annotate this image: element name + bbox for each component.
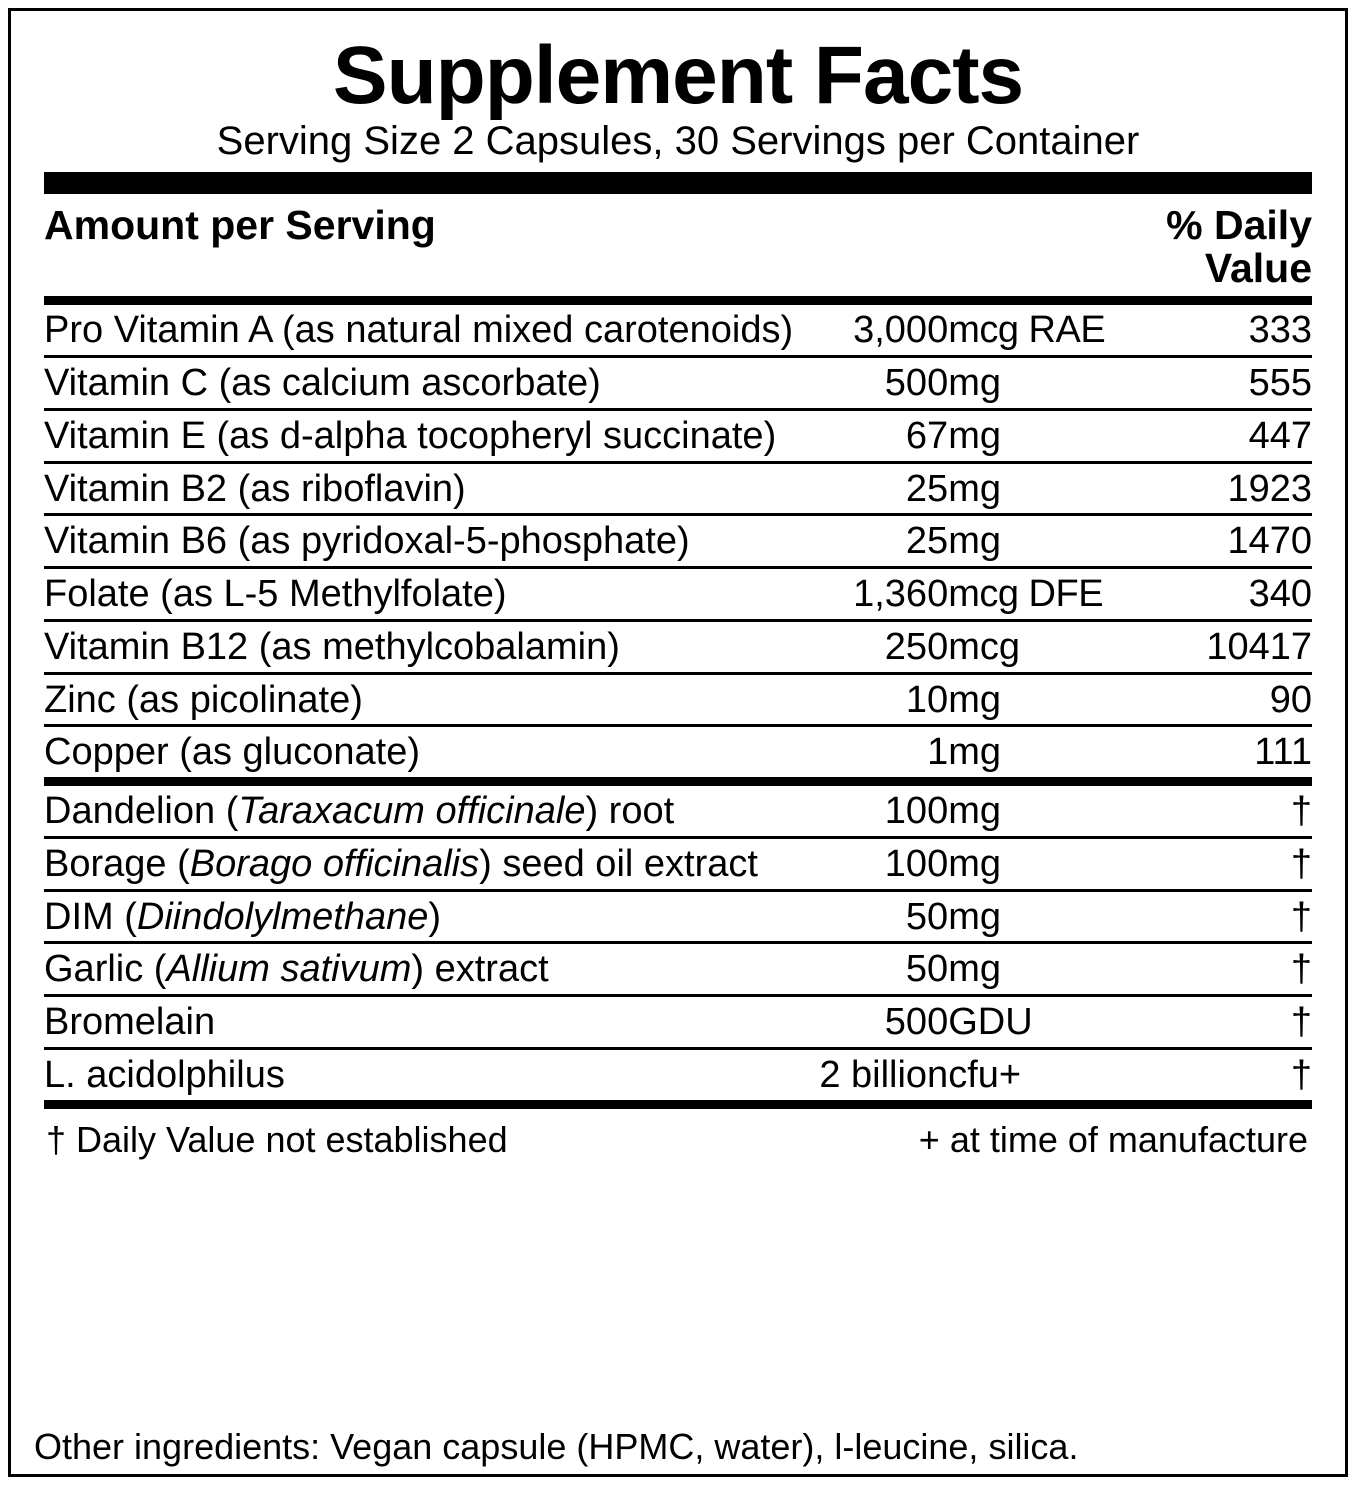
table-row [44, 837, 1312, 890]
botanical-name-italic: Diindolylmethane [136, 895, 429, 938]
botanical-amount: 100 [730, 786, 948, 837]
nutrient-unit: mcg DFE [948, 568, 1140, 621]
nutrient-name: Vitamin B2 (as riboflavin) [44, 462, 730, 515]
nutrient-dv: 333 [1140, 305, 1312, 356]
botanical-dv: † [1140, 996, 1312, 1049]
nutrient-name: Zinc (as picolinate) [44, 673, 730, 726]
botanical-name-post: ) extract [411, 948, 549, 991]
table-row [44, 996, 1312, 1049]
botanical-name [44, 837, 758, 890]
table-row [44, 890, 1312, 943]
botanical-name-pre: L. acidolphilus [44, 1053, 285, 1096]
nutrient-name: Folate (as L-5 Methylfolate) [44, 568, 730, 621]
nutrient-amount: 1,360 [730, 568, 948, 621]
nutrient-amount: 67 [730, 409, 948, 462]
table-row [44, 786, 1312, 837]
serving-size-text: Serving Size 2 Capsules, 30 Servings per Container [216, 119, 1140, 164]
nutrient-dv: 555 [1140, 357, 1312, 410]
amount-per-serving-header [44, 194, 1312, 296]
botanical-unit: mg [948, 890, 1140, 943]
nutrient-dv: 10417 [1140, 620, 1312, 673]
nutrient-amount: 250 [730, 620, 948, 673]
nutrient-unit: mcg [948, 620, 1140, 673]
nutrient-unit: mcg RAE [948, 305, 1140, 356]
other-ingredients: Other ingredients: Vegan capsule (HPMC, water), l-leucine, silica. [34, 1426, 1079, 1468]
botanical-amount: 50 [730, 943, 948, 996]
daily-value-label [1062, 204, 1312, 290]
botanical-unit: mg [948, 786, 1140, 837]
divider-heavy-header [44, 296, 1312, 305]
botanical-dv: † [1290, 1053, 1312, 1096]
divider-heavy-botanicals [44, 777, 1312, 786]
nutrient-unit: mg [948, 515, 1140, 568]
botanical-name [44, 890, 730, 943]
daily-value-label-line2: Value [1204, 245, 1312, 292]
nutrient-dv: 447 [1140, 409, 1312, 462]
nutrient-name: Vitamin B6 (as pyridoxal-5-phosphate) [44, 515, 730, 568]
botanical-dv: † [1140, 837, 1312, 890]
table-row [44, 305, 1312, 356]
botanical-dv: † [1140, 943, 1312, 996]
nutrient-amount: 25 [730, 462, 948, 515]
nutrient-amount: 10 [730, 673, 948, 726]
nutrient-amount: 1 [927, 731, 949, 774]
table-row [44, 357, 1312, 410]
botanical-amount: 100 [730, 837, 948, 890]
botanicals-table [44, 786, 1312, 1100]
botanical-name-post: ) [428, 895, 442, 938]
table-row [44, 462, 1312, 515]
nutrient-unit: mg [948, 409, 1140, 462]
table-row [44, 1048, 1312, 1099]
botanical-name-pre: Bromelain [44, 1001, 216, 1044]
botanical-amount: 50 [730, 890, 948, 943]
amount-per-serving-label: Amount per Serving [44, 202, 436, 249]
table-row [44, 620, 1312, 673]
nutrient-unit: mg [948, 673, 1140, 726]
nutrient-unit: mg [948, 462, 1140, 515]
botanical-name [44, 786, 730, 837]
nutrient-unit: mg [948, 357, 1140, 410]
nutrient-dv: 90 [1140, 673, 1312, 726]
botanical-name [44, 1048, 730, 1099]
botanical-name-pre: Borage ( [44, 842, 190, 885]
botanical-name-post: ) root [585, 790, 675, 833]
nutrient-amount: 500 [730, 357, 948, 410]
table-row [44, 726, 1312, 777]
nutrient-dv: 111 [1254, 731, 1312, 774]
botanical-unit: GDU [948, 996, 1140, 1049]
botanical-dv: † [1140, 890, 1312, 943]
nutrient-amount: 25 [730, 515, 948, 568]
nutrient-name: Vitamin E (as d-alpha tocopheryl succinate) [44, 409, 730, 462]
page-title: Supplement Facts [332, 30, 1024, 121]
nutrient-amount: 3,000 [730, 305, 948, 356]
footnotes [44, 1109, 1312, 1169]
nutrient-name: Pro Vitamin A (as natural mixed carotenoids) [44, 305, 730, 356]
botanical-name-pre: DIM ( [44, 895, 137, 938]
botanical-name [44, 996, 730, 1049]
botanical-name [44, 943, 730, 996]
table-row [44, 943, 1312, 996]
footnote-daily-value: † Daily Value not established [46, 1118, 508, 1160]
nutrient-name: Copper (as gluconate) [44, 731, 420, 774]
nutrient-dv: 1923 [1140, 462, 1312, 515]
botanical-name-pre: Garlic ( [44, 948, 167, 991]
table-row [44, 515, 1312, 568]
botanical-unit: cfu+ [948, 1053, 1022, 1096]
table-row [44, 409, 1312, 462]
table-row [44, 673, 1312, 726]
botanical-unit: mg [948, 837, 1140, 890]
botanical-name-italic: Taraxacum officinale [238, 790, 586, 833]
divider-thick-top [44, 172, 1312, 194]
botanical-amount: 500 [730, 996, 948, 1049]
nutrient-dv: 1470 [1140, 515, 1312, 568]
botanical-name-italic: Borago officinalis [189, 842, 480, 885]
table-row [44, 568, 1312, 621]
botanical-dv: † [1140, 786, 1312, 837]
nutrients-table [44, 305, 1312, 777]
botanical-name-pre: Dandelion ( [44, 790, 239, 833]
nutrient-unit: mg [948, 731, 1001, 774]
botanical-name-italic: Allium sativum [166, 948, 412, 991]
daily-value-label-line1: % Daily [1166, 202, 1312, 249]
botanical-unit: mg [948, 943, 1140, 996]
nutrient-name: Vitamin C (as calcium ascorbate) [44, 357, 730, 410]
nutrient-name: Vitamin B12 (as methylcobalamin) [44, 620, 730, 673]
botanical-name-post: ) seed oil extract [479, 842, 758, 885]
botanical-amount: 2 billion [819, 1053, 949, 1096]
nutrient-dv: 340 [1140, 568, 1312, 621]
footnote-manufacture: + at time of manufacture [918, 1118, 1308, 1160]
divider-heavy-footnotes [44, 1100, 1312, 1109]
